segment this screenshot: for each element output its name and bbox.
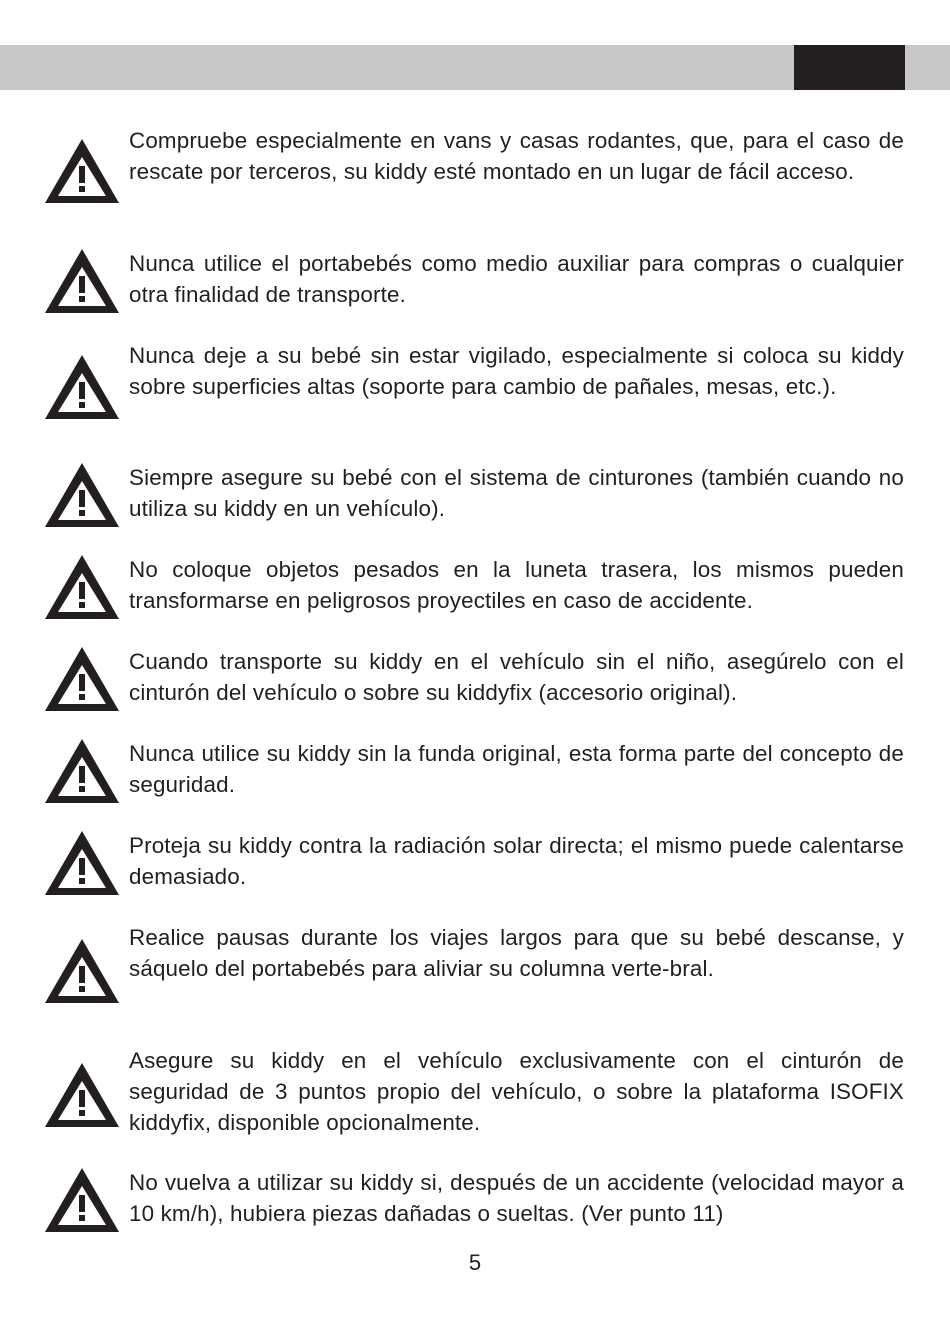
warning-text: Nunca utilice el portabebés como medio auxiliar para compras o cualquier otra finalidad de transporte.: [129, 251, 904, 307]
warning-text: Realice pausas durante los viajes largos para que su bebé descanse, y sáquelo del portabebés para aliviar su columna verte-bral.: [129, 925, 904, 981]
warning-triangle-icon: [45, 139, 119, 203]
warning-text: No coloque objetos pesados en la luneta trasera, los mismos pueden transformarse en peligrosos proyectiles en caso de accidente.: [129, 557, 904, 613]
warning-triangle-icon: [45, 1063, 119, 1127]
warning-triangle-icon: [45, 249, 119, 313]
warning-text: Nunca deje a su bebé sin estar vigilado, especialmente si coloca su kiddy sobre superficies altas (soporte para cambio de pañales, mesas, etc.).: [129, 343, 904, 399]
warning-text: Nunca utilice su kiddy sin la funda original, esta forma parte del concepto de seguridad.: [129, 741, 904, 797]
warning-text: Asegure su kiddy en el vehículo exclusivamente con el cinturón de seguridad de 3 puntos propio del vehículo, o sobre la plataforma ISOFIX kiddyfix, disponible opcionalmente.: [129, 1048, 904, 1135]
warning-triangle-icon: [45, 939, 119, 1003]
warning-triangle-icon: [45, 463, 119, 527]
warning-text: Siempre asegure su bebé con el sistema de cinturones (también cuando no utiliza su kiddy en un vehículo).: [129, 465, 904, 521]
warning-text: Cuando transporte su kiddy en el vehículo sin el niño, asegúrelo con el cinturón del vehículo o sobre su kiddyfix (accesorio original).: [129, 649, 904, 705]
warning-triangle-icon: [45, 1168, 119, 1232]
warning-text: No vuelva a utilizar su kiddy si, después de un accidente (velocidad mayor a 10 km/h), hubiera piezas dañadas o sueltas. (Ver punto 11): [129, 1170, 904, 1226]
warning-text: Proteja su kiddy contra la radiación solar directa; el mismo puede calentarse demasiado.: [129, 833, 904, 889]
warning-triangle-icon: [45, 647, 119, 711]
header-block: [794, 45, 905, 90]
warning-triangle-icon: [45, 355, 119, 419]
warning-triangle-icon: [45, 831, 119, 895]
warning-triangle-icon: [45, 555, 119, 619]
warning-triangle-icon: [45, 739, 119, 803]
warning-text: Compruebe especialmente en vans y casas rodantes, que, para el caso de rescate por terceros, su kiddy esté montado en un lugar de fácil acceso.: [129, 128, 904, 184]
page-number: 5: [468, 1250, 482, 1275]
